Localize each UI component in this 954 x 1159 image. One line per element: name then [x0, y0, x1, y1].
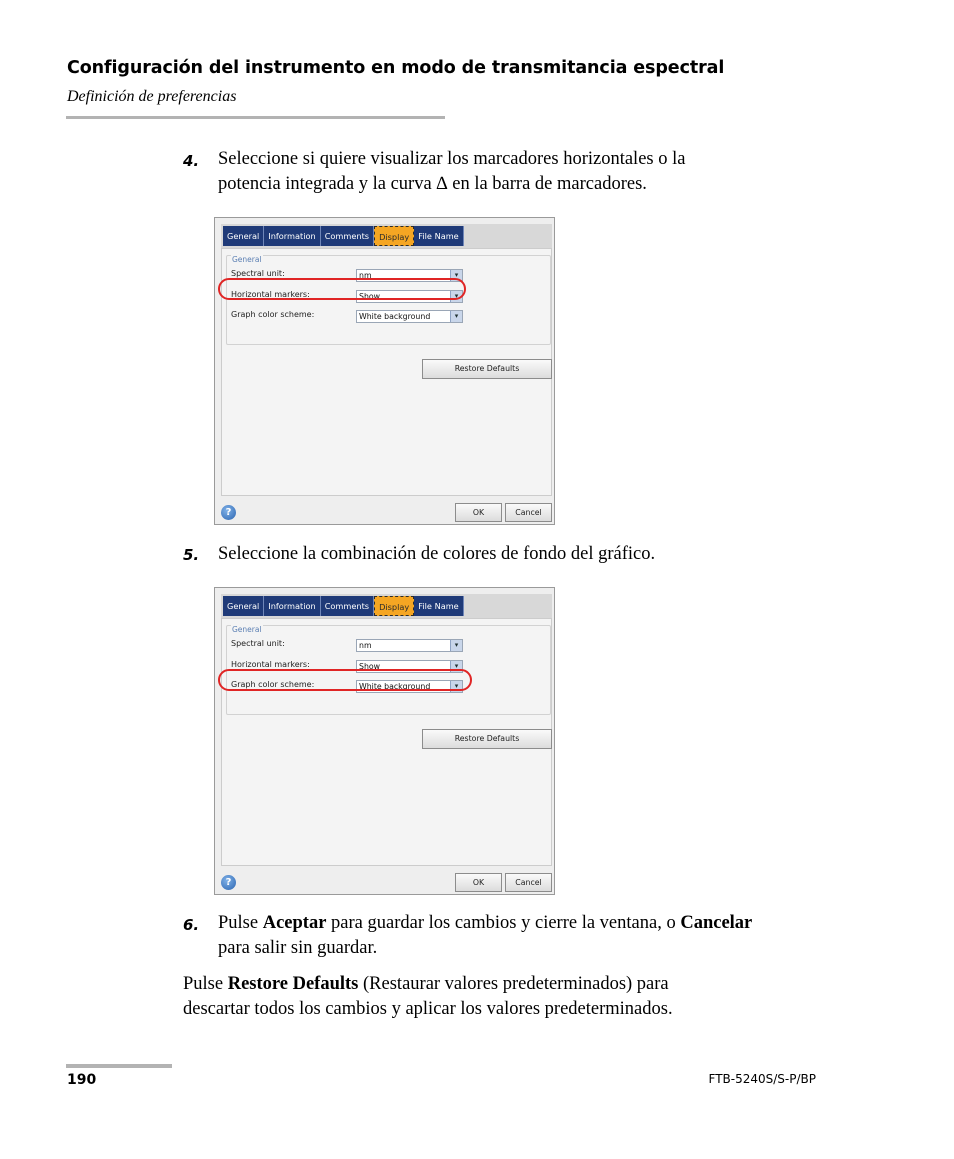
- chevron-down-icon[interactable]: ▾: [450, 640, 462, 651]
- chevron-down-icon[interactable]: ▾: [450, 681, 462, 692]
- tab-comments[interactable]: Comments: [321, 596, 374, 616]
- spectral-unit-select[interactable]: [356, 639, 463, 652]
- step-6-line-1: Pulse Aceptar para guardar los cambios y cierre la ventana, o Cancelar: [218, 913, 753, 933]
- step-4-line-1: Seleccione si quiere visualizar los marcadores horizontales o la: [218, 149, 686, 169]
- tab-display[interactable]: Display: [374, 226, 414, 246]
- chevron-down-icon[interactable]: ▾: [450, 661, 462, 672]
- aceptar-term: Aceptar: [262, 913, 327, 933]
- highlight-horizontal-markers: [218, 278, 466, 300]
- step-6-number: 6.: [183, 916, 200, 934]
- chevron-down-icon[interactable]: ▾: [450, 291, 462, 302]
- restore-note-line-1: Pulse Restore Defaults (Restaurar valores predeterminados) para: [183, 974, 669, 994]
- restore-defaults-button[interactable]: Restore Defaults: [422, 729, 552, 749]
- spectral-unit-label: Spectral unit:: [231, 269, 285, 278]
- spectral-unit-value: nm: [359, 641, 372, 650]
- restore-note: [183, 972, 673, 1022]
- cancelar-term: Cancelar: [680, 913, 753, 933]
- horizontal-markers-value: Show: [359, 292, 381, 301]
- highlight-graph-color-scheme: [218, 669, 472, 691]
- preferences-dialog-2: [214, 587, 555, 895]
- tab-comments[interactable]: Comments: [321, 226, 374, 246]
- cancel-button[interactable]: Cancel: [505, 503, 552, 522]
- section-title: Configuración del instrumento en modo de transmitancia espectral: [67, 58, 725, 78]
- step-4-line-2: potencia integrada y la curva ∆ en la barra de marcadores.: [218, 174, 647, 194]
- spectral-unit-label: Spectral unit:: [231, 639, 285, 648]
- tab-general[interactable]: General: [223, 226, 264, 246]
- section-subtitle: Definición de preferencias: [67, 88, 237, 105]
- restore-note-line-2: descartar todos los cambios y aplicar los valores predeterminados.: [183, 999, 673, 1019]
- horizontal-markers-label: Horizontal markers:: [231, 660, 310, 669]
- preferences-dialog-1: [214, 217, 555, 525]
- horizontal-markers-value: Show: [359, 662, 381, 671]
- ok-button[interactable]: OK: [455, 873, 502, 892]
- chevron-down-icon[interactable]: ▾: [450, 270, 462, 281]
- tab-file-name[interactable]: File Name: [414, 596, 463, 616]
- step-6-text: [218, 911, 752, 961]
- tab-file-name[interactable]: File Name: [414, 226, 463, 246]
- tab-strip: [221, 224, 552, 248]
- graph-color-scheme-label: Graph color scheme:: [231, 680, 315, 689]
- graph-color-scheme-select[interactable]: [356, 310, 463, 323]
- general-group: [226, 255, 551, 345]
- spectral-unit-value: nm: [359, 271, 372, 280]
- footer-rule: [66, 1064, 172, 1068]
- header-rule: [66, 116, 445, 119]
- tab-information[interactable]: Information: [264, 596, 320, 616]
- ok-button[interactable]: OK: [455, 503, 502, 522]
- cancel-button[interactable]: Cancel: [505, 873, 552, 892]
- step-5-number: 5.: [183, 546, 200, 564]
- help-icon[interactable]: ?: [221, 505, 236, 520]
- tab-strip: [221, 594, 552, 618]
- restore-defaults-term: Restore Defaults: [227, 974, 359, 994]
- horizontal-markers-label: Horizontal markers:: [231, 290, 310, 299]
- step-4-number: 4.: [183, 152, 200, 170]
- step-4-text: [218, 147, 685, 197]
- help-icon[interactable]: ?: [221, 875, 236, 890]
- step-5-text: Seleccione la combinación de colores de fondo del gráfico.: [218, 544, 656, 564]
- page-number: 190: [67, 1072, 97, 1088]
- graph-color-scheme-value: White background: [359, 682, 431, 691]
- graph-color-scheme-label: Graph color scheme:: [231, 310, 315, 319]
- restore-defaults-button[interactable]: Restore Defaults: [422, 359, 552, 379]
- tab-general[interactable]: General: [223, 596, 264, 616]
- group-label: General: [232, 255, 262, 264]
- tab-information[interactable]: Information: [264, 226, 320, 246]
- graph-color-scheme-value: White background: [359, 312, 431, 321]
- dialog-content: [221, 618, 552, 866]
- chevron-down-icon[interactable]: ▾: [450, 311, 462, 322]
- step-6-line-2: para salir sin guardar.: [218, 938, 378, 958]
- document-code: FTB-5240S/S-P/BP: [708, 1072, 816, 1086]
- tab-display[interactable]: Display: [374, 596, 414, 616]
- group-label: General: [232, 625, 262, 634]
